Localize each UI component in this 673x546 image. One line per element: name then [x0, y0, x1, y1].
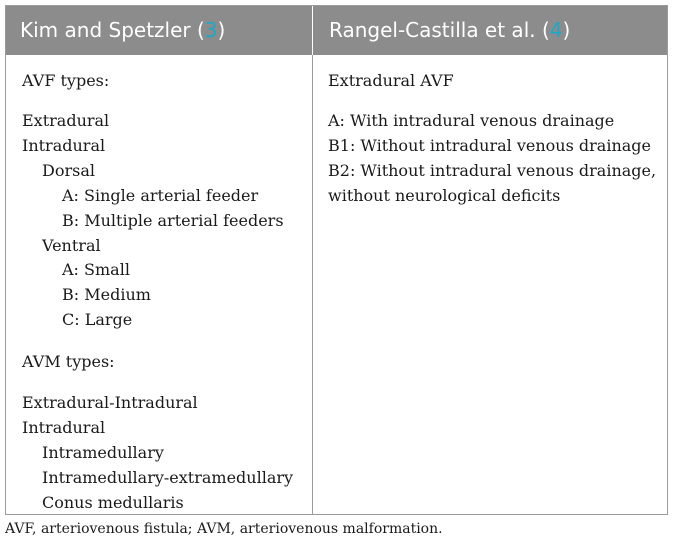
- header-col1-close: ): [217, 18, 226, 42]
- avm-types-heading: AVM types:: [22, 352, 115, 371]
- table-header: [6, 6, 667, 55]
- list-item: Intramedullary-extramedullary: [42, 468, 294, 487]
- table-footnote: AVF, arteriovenous fistula; AVM, arteriovenous malformation.: [5, 521, 443, 537]
- list-item: B2: Without intradural venous drainage,: [328, 161, 657, 180]
- header-divider: [312, 6, 313, 55]
- header-col1-title: Kim and Spetzler (: [20, 18, 205, 42]
- list-item: A: Single arterial feeder: [62, 186, 259, 205]
- list-item: without neurological deficits: [328, 186, 561, 205]
- extradural-avf-heading: Extradural AVF: [328, 71, 454, 90]
- list-item: B1: Without intradural venous drainage: [328, 136, 652, 155]
- column-divider: [312, 55, 313, 514]
- reference-link-3[interactable]: 3: [204, 18, 218, 42]
- list-item: B: Medium: [62, 285, 151, 304]
- list-item: Ventral: [42, 236, 101, 255]
- header-col2-title: Rangel-Castilla et al. (: [329, 18, 550, 42]
- reference-link-4[interactable]: 4: [549, 18, 563, 42]
- list-item: A: With intradural venous drainage: [328, 111, 615, 130]
- header-kim-spetzler: [6, 6, 313, 55]
- list-item: Conus medullaris: [42, 493, 184, 512]
- list-item: Intradural: [22, 136, 106, 155]
- classification-table: [5, 5, 668, 515]
- list-item: B: Multiple arterial feeders: [62, 211, 284, 230]
- list-item: A: Small: [62, 260, 130, 279]
- list-item: Dorsal: [42, 161, 95, 180]
- list-item: Intradural: [22, 418, 106, 437]
- header-rangel-castilla: [313, 6, 667, 55]
- list-item: Extradural-Intradural: [22, 393, 198, 412]
- header-col2-close: ): [562, 18, 571, 42]
- list-item: Intramedullary: [42, 443, 164, 462]
- list-item: C: Large: [62, 310, 133, 329]
- avf-types-heading: AVF types:: [22, 71, 110, 90]
- list-item: Extradural: [22, 111, 110, 130]
